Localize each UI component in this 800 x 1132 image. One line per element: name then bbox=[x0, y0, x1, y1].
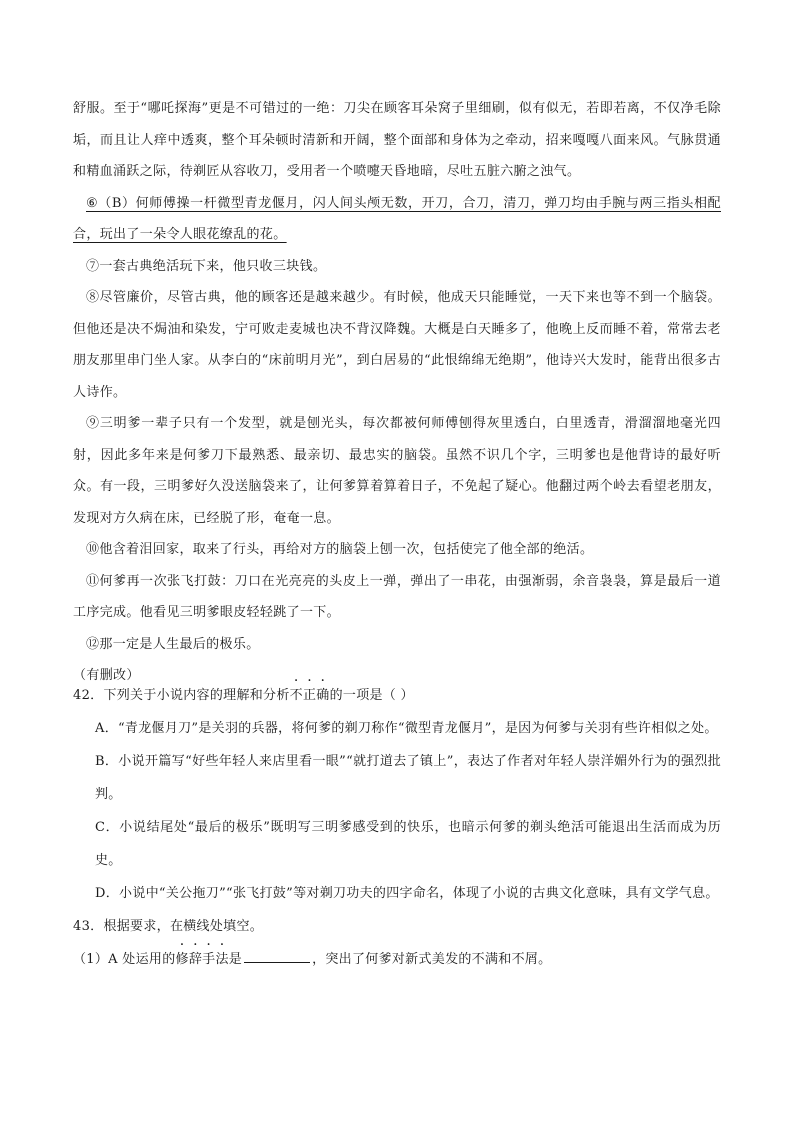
question-42-stem bbox=[73, 679, 721, 712]
story-excerpt bbox=[73, 93, 721, 692]
emphasis-char: 手 bbox=[202, 952, 216, 967]
option-a[interactable]: A．“青龙偃月刀”是关羽的兵器，将何爹的剃刀称作“微型青龙偃月”，是因为何爹与关羽有些许相似之处。 bbox=[95, 721, 718, 736]
story-paragraph-intro: 舒服。至于“哪吒探海”更是不可错过的一绝：刀尖在顾客耳朵窝子里细刷，似有似无，若即若离，不仅净毛除垢，而且让人痒中透爽，整个耳朵顿时清新和开阔，整个面部和身体为之牵动，招来嘎嘎八面来风。气脉贯通和精血涌跃之际，待剃匠从容收刀，受用者一个喷嚏天昏地暗，尽吐五脏六腑之浊气。 bbox=[73, 101, 721, 179]
story-paragraph-6 bbox=[73, 188, 721, 251]
sub1-text-pre: （1）A 处运用的 bbox=[73, 952, 176, 967]
emphasis-char: 法 bbox=[215, 952, 229, 967]
underlined-sentence-b: ⑥（B）何师傅操一杆微型青龙偃月，闪人间头颅无数，开刀，合刀，清刀，弹刀均由手腕与两三指头相配合，玩出了一朵令人眼花缭乱的花。 bbox=[73, 195, 721, 242]
question-43-sub1 bbox=[73, 943, 721, 976]
emphasis-char: 正 bbox=[302, 688, 317, 703]
story-paragraph-10: ⑩他含着泪回家，取来了行头，再给对方的脑袋上刨一次，包括使完了他全部的绝活。 bbox=[86, 542, 594, 557]
source-note: （有删改） bbox=[73, 668, 140, 683]
emphasis-char: 修 bbox=[175, 952, 189, 967]
option-c[interactable]: C．小说结尾处“最后的极乐”既明写三明爹感受到的快乐，也暗示何爹的剃头绝活可能退出生活而成为历史。 bbox=[95, 820, 721, 868]
story-paragraph-11: ⑪何爹再一次张飞打鼓：刀口在光亮亮的头皮上一弹，弹出了一串花，由强渐弱，余音袅袅，算是最后一道工序完成。他看见三明爹眼皮轻轻跳了一下。 bbox=[73, 573, 721, 620]
emphasis-char: 确 bbox=[316, 688, 330, 703]
story-paragraph-12: ⑫那一定是人生最后的极乐。 bbox=[86, 636, 260, 652]
story-paragraph-8: ⑧尽管廉价，尽管古典，他的顾客还是越来越少。有时候，他成天只能睡觉，一天下来也等不到一个脑袋。但他还是决不焗油和染发，宁可败走麦城也决不背汉降魏。大概是白天睡多了，他晚上反而睡不着，常常去老朋友那里串门坐人家。从李白的“床前明月光”，到白居易的“此恨绵绵无绝期”，他诗兴大发时，能背出很多古人诗作。 bbox=[73, 290, 721, 400]
question-section bbox=[73, 679, 721, 976]
story-paragraph-9: ⑨三明爹一辈子只有一个发型，就是刨光头，每次都被何师傅刨得灰里透白，白里透青，滑溜溜地毫光四射，因此多年来是何爹刀下最熟悉、最亲切、最忠实的脑袋。虽然不识几个字，三明爹也是他背诗的最好听众。有一段，三明爹好久没送脑袋来了，让何爹算着算着日子，不免起了疑心。他翻过两个岭去看望老朋友，发现对方久病在床，已经脱了形，奄奄一息。 bbox=[73, 416, 721, 526]
emphasis-char: 辞 bbox=[188, 952, 203, 967]
sub1-text-post: ，突出了何爹对新式美发的不满和不屑。 bbox=[312, 952, 552, 967]
answer-blank[interactable] bbox=[244, 948, 310, 963]
question-43-stem: 43．根据要求，在横线处填空。 bbox=[73, 919, 264, 934]
emphasis-char: 不 bbox=[289, 688, 303, 703]
story-paragraph-7: ⑦一套古典绝活玩下来，他只收三块钱。 bbox=[86, 258, 327, 274]
option-d[interactable]: D．小说中“关公拖刀”“张飞打鼓”等对剃刀功夫的四字命名，体现了小说的古典文化意味，具有文学气息。 bbox=[95, 886, 719, 901]
sub1-text-mid: 是 bbox=[228, 952, 243, 967]
option-b[interactable]: B．小说开篇写“好些年轻人来店里看一眼”“就打道去了镇上”，表达了作者对年轻人崇洋媚外行为的强烈批判。 bbox=[95, 754, 721, 802]
question-42-stem-text: 42．下列关于小说内容的理解和分析 bbox=[73, 688, 290, 703]
question-42-stem-end: 的一项是（ ） bbox=[329, 688, 414, 703]
